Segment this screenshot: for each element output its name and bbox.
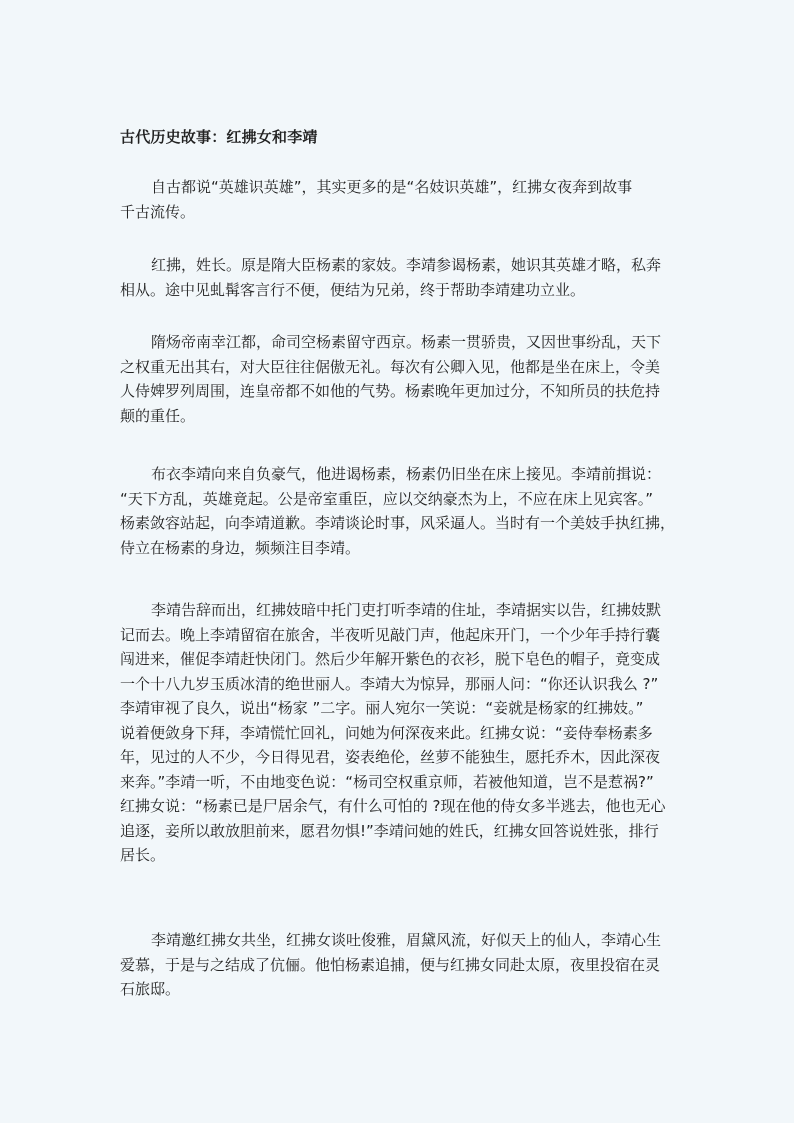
paragraph-line: 侍立在杨素的身边，频频注目李靖。	[120, 538, 361, 557]
paragraph-line: 红拂女说：“杨素已是尸居余气，有什么可怕的 ?现在他的侍女多半逃去，他也无心	[120, 797, 666, 815]
paragraph-3	[120, 330, 680, 428]
paragraph-line: 记而去。晚上李靖留宿在旅舍，半夜听见敲门声，他起床开门，一个少年手持行囊	[120, 625, 661, 644]
paragraph-line: 居长。	[120, 846, 166, 864]
paragraph-line: 相从。途中见虬髯客言行不便，便结为兄弟，终于帮助李靖建功立业。	[120, 280, 586, 299]
paragraph-2	[120, 253, 680, 302]
paragraph-line: 李靖告辞而出，红拂妓暗中托门吏打听李靖的住址，李靖据实以告，红拂妓默	[151, 601, 662, 619]
paragraph-line: “天下方乱，英雄竟起。公是帝室重臣，应以交纳豪杰为上，不应在床上见宾客。”	[120, 489, 654, 508]
paragraph-line: 李靖审视了良久，说出“杨家 ”二字。丽人宛尔一笑说：“妾就是杨家的红拂妓。”	[120, 699, 644, 717]
paragraph-4	[120, 462, 680, 560]
paragraph-line: 杨素敛容站起，向李靖道歉。李靖谈论时事，风采逼人。当时有一个美妓手执红拂，	[120, 514, 676, 532]
paragraph-line: 红拂，姓长。原是隋大臣杨素的家妓。李靖参谒杨素，她识其英雄才略，私奔	[151, 256, 662, 274]
paragraph-1	[120, 175, 680, 224]
paragraph-line: 李靖邀红拂女共坐，红拂女谈吐俊雅，眉黛风流，好似天上的仙人，李靖心生	[151, 931, 662, 949]
paragraph-line: 人侍婢罗列周围，连皇帝都不如他的气势。杨素晚年更加过分，不知所员的扶危持	[120, 382, 661, 400]
paragraph-line: 来奔。”李靖一听，不由地变色说：“杨司空权重京师，若被他知道，岂不是惹祸?”	[120, 772, 654, 791]
paragraph-line: 石旅邸。	[120, 980, 181, 998]
paragraph-line: 追逐，妾所以敢放胆前来，愿君勿惧!”李靖问她的姓氏，红拂女回答说姓张，排行	[120, 821, 659, 840]
paragraph-line: 之权重无出其右，对大臣往往倨傲无礼。每次有公卿入见，他都是坐在床上，令美	[120, 357, 661, 376]
paragraph-line: 年，见过的人不少，今日得见君，姿表绝伦，丝萝不能独生，愿托乔木，因此深夜	[120, 748, 661, 766]
paragraph-line: 一个十八九岁玉质冰清的绝世丽人。李靖大为惊异，那丽人问：“你还认识我么 ?”	[120, 674, 659, 693]
paragraph-line: 千古流传。	[120, 202, 196, 221]
article-title: 古代历史故事：红拂女和李靖	[120, 128, 318, 146]
paragraph-line: 颠的重任。	[120, 406, 196, 425]
paragraph-line: 自古都说“英雄识英雄”，其实更多的是“名妓识英雄”，红拂女夜奔到故事	[151, 178, 633, 196]
paragraph-6	[120, 928, 680, 1002]
paragraph-line: 布衣李靖向来自负豪气，他进谒杨素，杨素仍旧坐在床上接见。李靖前揖说：	[151, 465, 662, 483]
paragraph-line: 说着便敛身下拜，李靖慌忙回礼，问她为何深夜来此。红拂女说：“妾侍奉杨素多	[120, 723, 653, 742]
paragraph-line: 闯进来，催促李靖赶快闭门。然后少年解开紫色的衣衫，脱下皂色的帽子，竟变成	[120, 650, 661, 668]
paragraph-line: 隋炀帝南幸江都，命司空杨素留守西京。杨素一贯骄贵，又因世事纷乱，天下	[151, 333, 662, 351]
paragraph-line: 爱慕，于是与之结成了伉俪。他怕杨素追捕，便与红拂女同赴太原，夜里投宿在灵	[120, 955, 661, 974]
paragraph-5	[120, 598, 680, 868]
